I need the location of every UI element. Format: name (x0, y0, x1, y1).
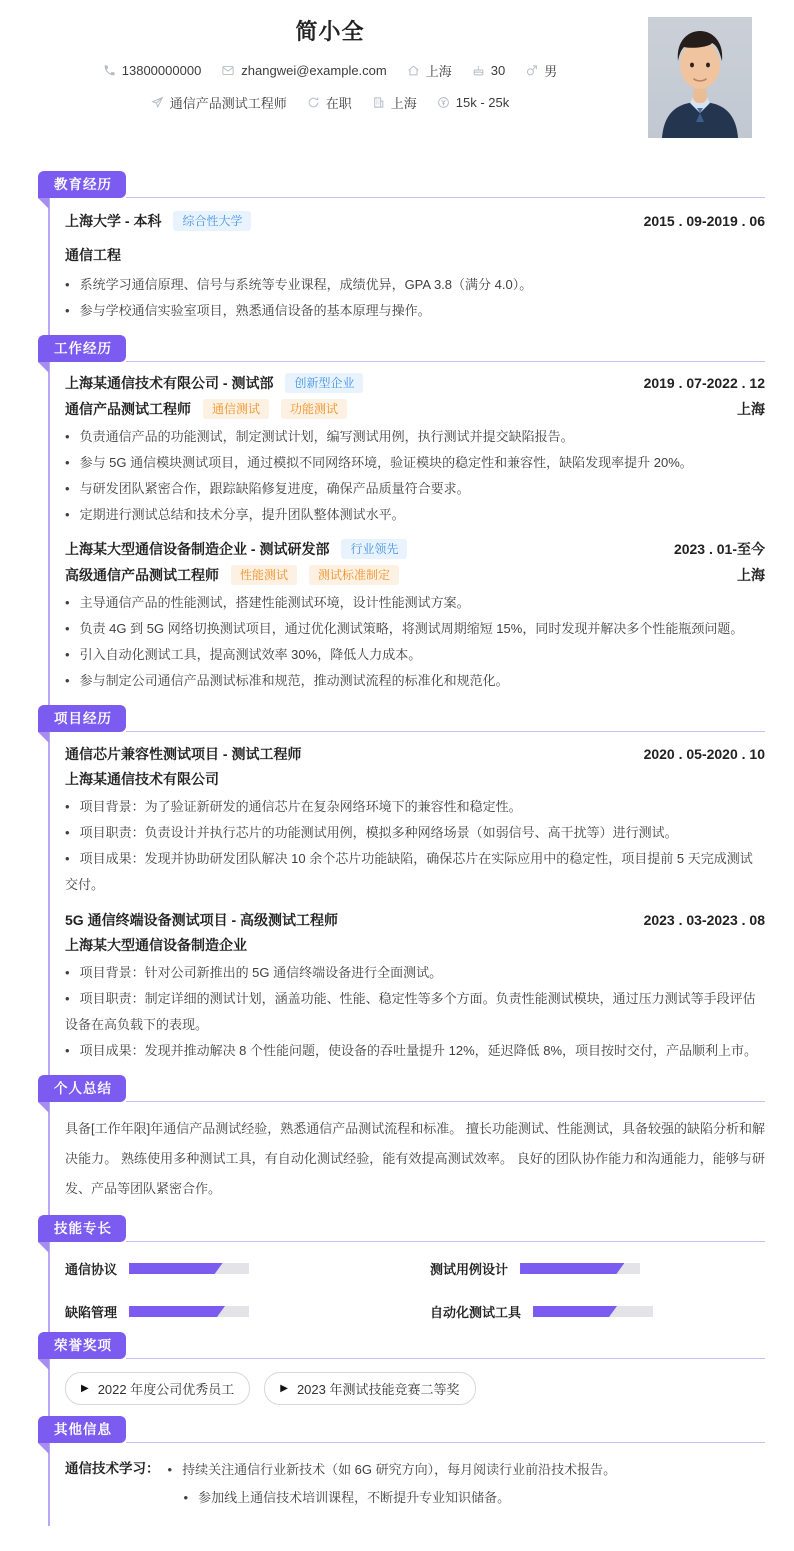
candidate-name: 简小全 (295, 19, 365, 44)
bullet-item: • 负责 4G 到 5G 网络切换测试项目，通过优化测试策略，将测试周期缩短 15%，同时发现并解决多个性能瓶颈问题。 (65, 621, 744, 636)
work-city-item (372, 93, 417, 112)
position-name: 通信产品测试工程师 (65, 401, 191, 417)
award-button[interactable] (264, 1372, 475, 1405)
project-item (65, 910, 765, 1064)
work-bullets (65, 590, 765, 694)
salary-item (437, 95, 509, 110)
bullet-item: • 项目背景：针对公司新推出的 5G 通信终端设备进行全面测试。 (65, 965, 443, 980)
ribbon-fold (38, 1102, 49, 1113)
section-title-other: 其他信息 (38, 1416, 126, 1443)
phone-icon (103, 64, 116, 77)
company-name: 上海某大型通信设备制造企业 - 测试研发部 (65, 541, 330, 557)
section-divider (126, 197, 765, 198)
ribbon-fold (38, 1242, 49, 1253)
skill-label: 测试用例设计 (430, 1262, 509, 1277)
phone-value: 13800000000 (121, 63, 202, 78)
section-divider (126, 1101, 765, 1102)
skill-bar (520, 1263, 640, 1274)
bullet-item: • 项目职责：负责设计并执行芯片的功能测试用例，模拟多种网络场景（如弱信号、高干扰等）进行测试。 (65, 825, 678, 840)
skill-label: 通信协议 (65, 1262, 118, 1277)
position-tag: 通信测试 (203, 399, 269, 419)
work-item (65, 539, 765, 694)
company-tag: 行业领先 (341, 539, 407, 559)
ribbon-fold (38, 1359, 49, 1370)
home-icon (407, 64, 420, 77)
education-date: 2015 . 09-2019 . 06 (643, 213, 765, 229)
section-title-skills: 技能专长 (38, 1215, 126, 1242)
section-work (0, 334, 794, 694)
job-intention-icon (151, 96, 164, 109)
bullet-item: • 负责通信产品的功能测试，制定测试计划，编写测试用例，执行测试并提交缺陷报告。 (65, 429, 574, 444)
ribbon-fold (38, 362, 49, 373)
award-label: 2023 年测试技能竞赛二等奖 (296, 1382, 460, 1397)
skill-item (430, 1302, 765, 1321)
home-city-item (407, 61, 452, 80)
skill-item (65, 1259, 400, 1278)
school-name: 上海大学 - 本科 (65, 213, 162, 229)
section-title-education: 教育经历 (38, 171, 126, 198)
city-icon (372, 96, 385, 109)
project-item (65, 744, 765, 898)
skill-bar-fill (129, 1306, 225, 1317)
gender-item (525, 61, 557, 80)
bullet-item: • 项目职责：制定详细的测试计划，涵盖功能、性能、稳定性等多个方面。负责性能测试模块，通过压力测试等手段评估设备在高负载下的表现。 (65, 991, 756, 1032)
bullet-item: • 引入自动化测试工具，提高测试效率 30%，降低人力成本。 (65, 647, 422, 662)
skill-item (65, 1302, 400, 1321)
job-intention-item (151, 93, 287, 112)
other-label: 通信技术学习： (65, 1461, 160, 1476)
section-other (0, 1415, 794, 1512)
school-tag: 综合性大学 (173, 211, 251, 231)
work-bullets (65, 424, 765, 528)
project-bullets (65, 794, 765, 898)
bullet-item: • 持续关注通信行业新技术（如 6G 研究方向），每月阅读行业前沿技术报告。 (167, 1462, 617, 1477)
skill-label: 缺陷管理 (65, 1305, 118, 1320)
section-summary (0, 1074, 794, 1204)
bullet-item: • 参与制定公司通信产品测试标准和规范，推动测试流程的标准化和规范化。 (65, 673, 509, 688)
project-name: 通信芯片兼容性测试项目 - 测试工程师 (65, 746, 302, 762)
award-label: 2022 年度公司优秀员工 (97, 1382, 235, 1397)
section-projects (0, 704, 794, 1064)
bullet-item: • 参与 5G 通信模块测试项目，通过模拟不同网络环境，验证模块的稳定性和兼容性，缺陷发现率提升 20%。 (65, 455, 693, 470)
work-location: 上海 (737, 567, 765, 583)
mail-icon (221, 64, 235, 77)
skill-bar (129, 1263, 249, 1274)
education-bullets (65, 272, 765, 324)
position-name: 高级通信产品测试工程师 (65, 567, 219, 583)
position-tag: 功能测试 (281, 399, 347, 419)
contact-row-1 (0, 61, 660, 80)
resume-header (0, 0, 794, 162)
bullet-item: • 参与学校通信实验室项目，熟悉通信设备的基本原理与操作。 (65, 303, 431, 318)
section-divider (126, 1358, 765, 1359)
section-skills (0, 1214, 794, 1321)
email-item (221, 63, 386, 78)
ribbon-fold (38, 198, 49, 209)
other-bullets (168, 1456, 617, 1512)
section-divider (126, 361, 765, 362)
skill-bar-fill (520, 1263, 624, 1274)
ribbon-fold (38, 1443, 49, 1454)
age-value: 30 (490, 63, 506, 78)
bullet-item: • 系统学习通信原理、信号与系统等专业课程，成绩优异，GPA 3.8（满分 4.0）。 (65, 277, 533, 292)
position-tag: 测试标准制定 (309, 565, 399, 585)
project-company: 上海某通信技术有限公司 (65, 771, 219, 787)
position-tag: 性能测试 (231, 565, 297, 585)
work-item (65, 373, 765, 528)
work-date: 2019 . 07-2022 . 12 (643, 375, 765, 391)
company-tag: 创新型企业 (285, 373, 363, 393)
section-divider (126, 731, 765, 732)
project-company: 上海某大型通信设备制造企业 (65, 937, 247, 953)
age-icon (472, 64, 485, 77)
section-title-work: 工作经历 (38, 335, 126, 362)
section-divider (126, 1442, 765, 1443)
home-city-value: 上海 (425, 64, 452, 79)
job-intention-value: 通信产品测试工程师 (169, 96, 287, 111)
phone-item (103, 63, 202, 78)
play-icon: ▶ (280, 1383, 288, 1394)
gender-icon (525, 64, 538, 77)
job-status-item (307, 93, 352, 112)
section-title-summary: 个人总结 (38, 1075, 126, 1102)
profile-photo (648, 17, 752, 138)
email-value: zhangwei@example.com (241, 63, 387, 78)
gender-value: 男 (544, 64, 558, 79)
bullet-item: • 参加线上通信技术培训课程，不断提升专业知识储备。 (183, 1490, 511, 1505)
bullet-item: • 项目成果：发现并协助研发团队解决 10 余个芯片功能缺陷，确保芯片在实际应用中的稳定性，项目提前 5 天完成测试交付。 (65, 851, 753, 892)
section-education (0, 170, 794, 324)
section-divider (126, 1241, 765, 1242)
project-bullets (65, 960, 765, 1064)
age-item (472, 63, 505, 78)
skill-item (430, 1259, 765, 1278)
ribbon-fold (38, 732, 49, 743)
bullet-item: • 项目成果：发现并推动解决 8 个性能问题，使设备的吞吐量提升 12%，延迟降低 8%，项目按时交付，产品顺利上市。 (65, 1043, 758, 1058)
work-city-value: 上海 (390, 96, 417, 111)
section-awards (0, 1331, 794, 1405)
company-name: 上海某通信技术有限公司 - 测试部 (65, 375, 274, 391)
work-date: 2023 . 01-至今 (673, 541, 765, 557)
project-date: 2020 . 05-2020 . 10 (643, 746, 765, 762)
skill-bar-fill (129, 1263, 223, 1274)
major-name: 通信工程 (65, 247, 121, 263)
award-button[interactable] (65, 1372, 250, 1405)
section-title-projects: 项目经历 (38, 705, 126, 732)
skill-bar-fill (533, 1306, 617, 1317)
work-location: 上海 (737, 401, 765, 417)
status-icon (307, 96, 320, 109)
salary-value: 15k - 25k (455, 95, 510, 110)
summary-text: 具备[工作年限]年通信产品测试经验，熟悉通信产品测试流程和标准。 擅长功能测试、性能测试，具备较强的缺陷分析和解决能力。 熟练使用多种测试工具，有自动化测试经验，能有效提高测试效率。 良好的团队协作能力和沟通能力，能够与研发、产品等团队紧密合作。 (65, 1121, 765, 1196)
section-title-awards: 荣誉奖项 (38, 1332, 126, 1359)
project-date: 2023 . 03-2023 . 08 (643, 912, 765, 928)
job-status-value: 在职 (325, 96, 352, 111)
contact-row-2 (0, 93, 660, 112)
bullet-item: • 主导通信产品的性能测试，搭建性能测试环境，设计性能测试方案。 (65, 595, 470, 610)
bullet-item: • 与研发团队紧密合作，跟踪缺陷修复进度，确保产品质量符合要求。 (65, 481, 470, 496)
salary-icon (437, 96, 450, 109)
play-icon: ▶ (81, 1383, 89, 1394)
project-name: 5G 通信终端设备测试项目 - 高级测试工程师 (65, 912, 339, 928)
bullet-item: • 定期进行测试总结和技术分享，提升团队整体测试水平。 (65, 507, 405, 522)
skill-bar (129, 1306, 249, 1317)
skill-label: 自动化测试工具 (430, 1305, 522, 1320)
skill-bar (533, 1306, 653, 1317)
bullet-item: • 项目背景：为了验证新研发的通信芯片在复杂网络环境下的兼容性和稳定性。 (65, 799, 522, 814)
